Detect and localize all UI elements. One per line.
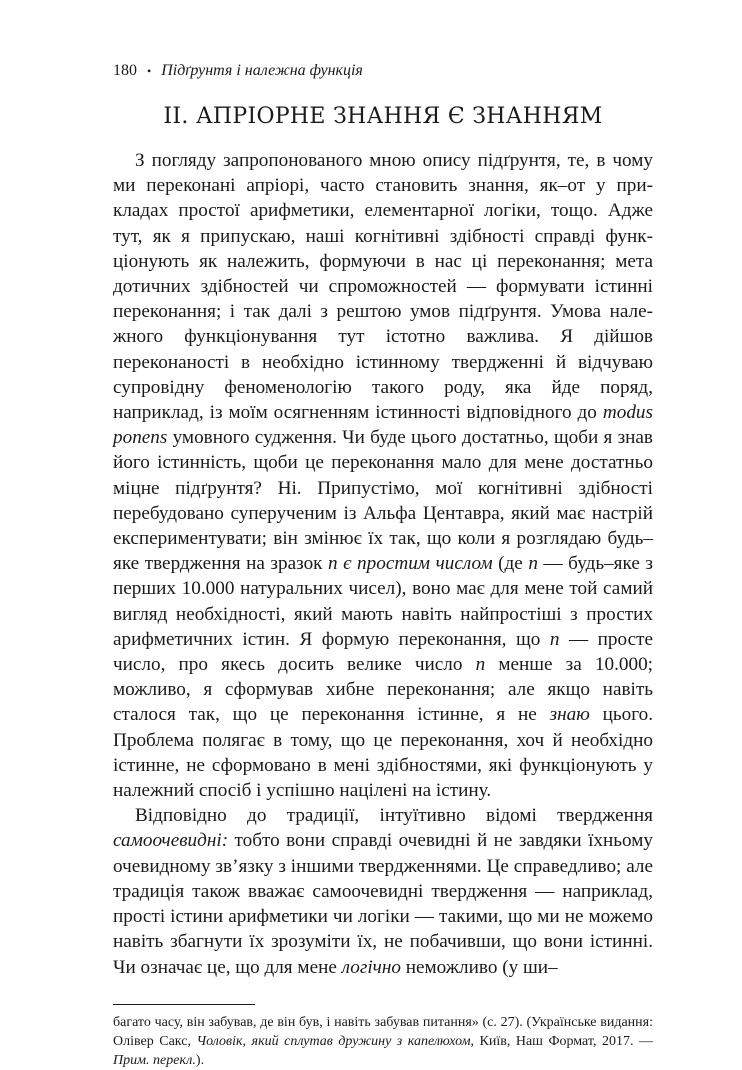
n-is-prime-phrase: n є простим числом bbox=[328, 553, 493, 575]
bullet-separator: • bbox=[147, 64, 152, 78]
modus-ponens-term: modus ponens bbox=[113, 402, 653, 449]
page bbox=[113, 60, 653, 1070]
body-text bbox=[113, 148, 653, 980]
footnote-divider bbox=[113, 1004, 255, 1005]
running-title: Підґрунтя і належна функція bbox=[161, 62, 363, 79]
paragraph-1: З погляду запропонованого мною опису підґрунтя, те, в чому ми переконані апріорі, часто становить знання, як–от у прикладах простої арифметики, елементарної логіки, тощо. Адже тут, як я припускаю, наші когнітивні здібності справді функціонують як належить, формуючи в нас ці переконання; мета дотичних здібностей чи спроможностей — формувати істинні переконання; і так далі з рештою умов підґрунтя. Умова належного функціонування тут істотно важлива. Я дійшов переконаності в необхідно істинному твердженні й відчуваю супровідну феноменологію такого роду, яка йде поряд, наприклад, із моїм осягненням істинності відповідного до modus ponens умовного судження. Чи буде цього достатньо, щоби я знав його істинність, щоби це переконання мало для мене достатньо міцне підґрунтя? Ні. Припустімо, мої когнітивні здібності перебудовано суперученим із Альфа Центавра, який має настрій експериментувати; він змінює їх так, що коли я розглядаю будь–яке твердження на зразок n є простим числом (де n — будь–яке з перших 10.000 натуральних чисел), воно має для мене той самий вигляд необхідності, який мають навіть найпростіші з простих арифметичних істин. Я формую переконання, що n — просте число, про якесь досить велике число n менше за 10.000; можливо, я сформував хибне переконання; але якщо навіть сталося так, що це переконання істинне, я не знаю цього. Проблема полягає в тому, що це переконання, хоч й необхідно істинне, не сформовано в мені здібностями, які функціонують у належний спосіб і успішно націлені на істину. bbox=[113, 150, 653, 802]
logically-word: логічно bbox=[341, 956, 401, 978]
know-word: знаю bbox=[549, 704, 590, 726]
book-title: Чоловік, який сплутав дружину з капелюхом bbox=[196, 1033, 471, 1049]
self-evident-word: самоочевидні: bbox=[113, 830, 229, 852]
variable-n: n bbox=[549, 628, 560, 650]
running-head bbox=[113, 60, 653, 82]
page-number: 180 bbox=[113, 62, 137, 79]
variable-n: n bbox=[528, 553, 538, 575]
section-title: ІІ. АПРІОРНЕ ЗНАННЯ Є ЗНАННЯМ bbox=[163, 104, 603, 129]
variable-n: n bbox=[475, 654, 486, 676]
footnote: багато часу, він забував, де він був, і навіть забував питання» (с. 27). (Українське видання: Олівер Сакс, Чоловік, який сплутав дружину з капелюхом, Київ, Наш Формат, 2017. — Прим. перекл.). bbox=[113, 1014, 653, 1068]
translator-note: Прим. перекл. bbox=[113, 1052, 196, 1068]
paragraph-2: Відповідно до традиції, інтуїтивно відомі твердження самоочевидні: тобто вони справді очевидні й не завдяки їхньому очевидному зв’язку з іншими твердженнями. Це справедливо; але традиція також вважає самоочевидні твердження — наприклад, прості істини арифметики чи логіки — такими, що ми не можемо навіть збагнути їх зрозуміти їх, не побачивши, що вони істинні. Чи означає це, що для мене логічно неможливо (у ши– bbox=[113, 805, 653, 978]
